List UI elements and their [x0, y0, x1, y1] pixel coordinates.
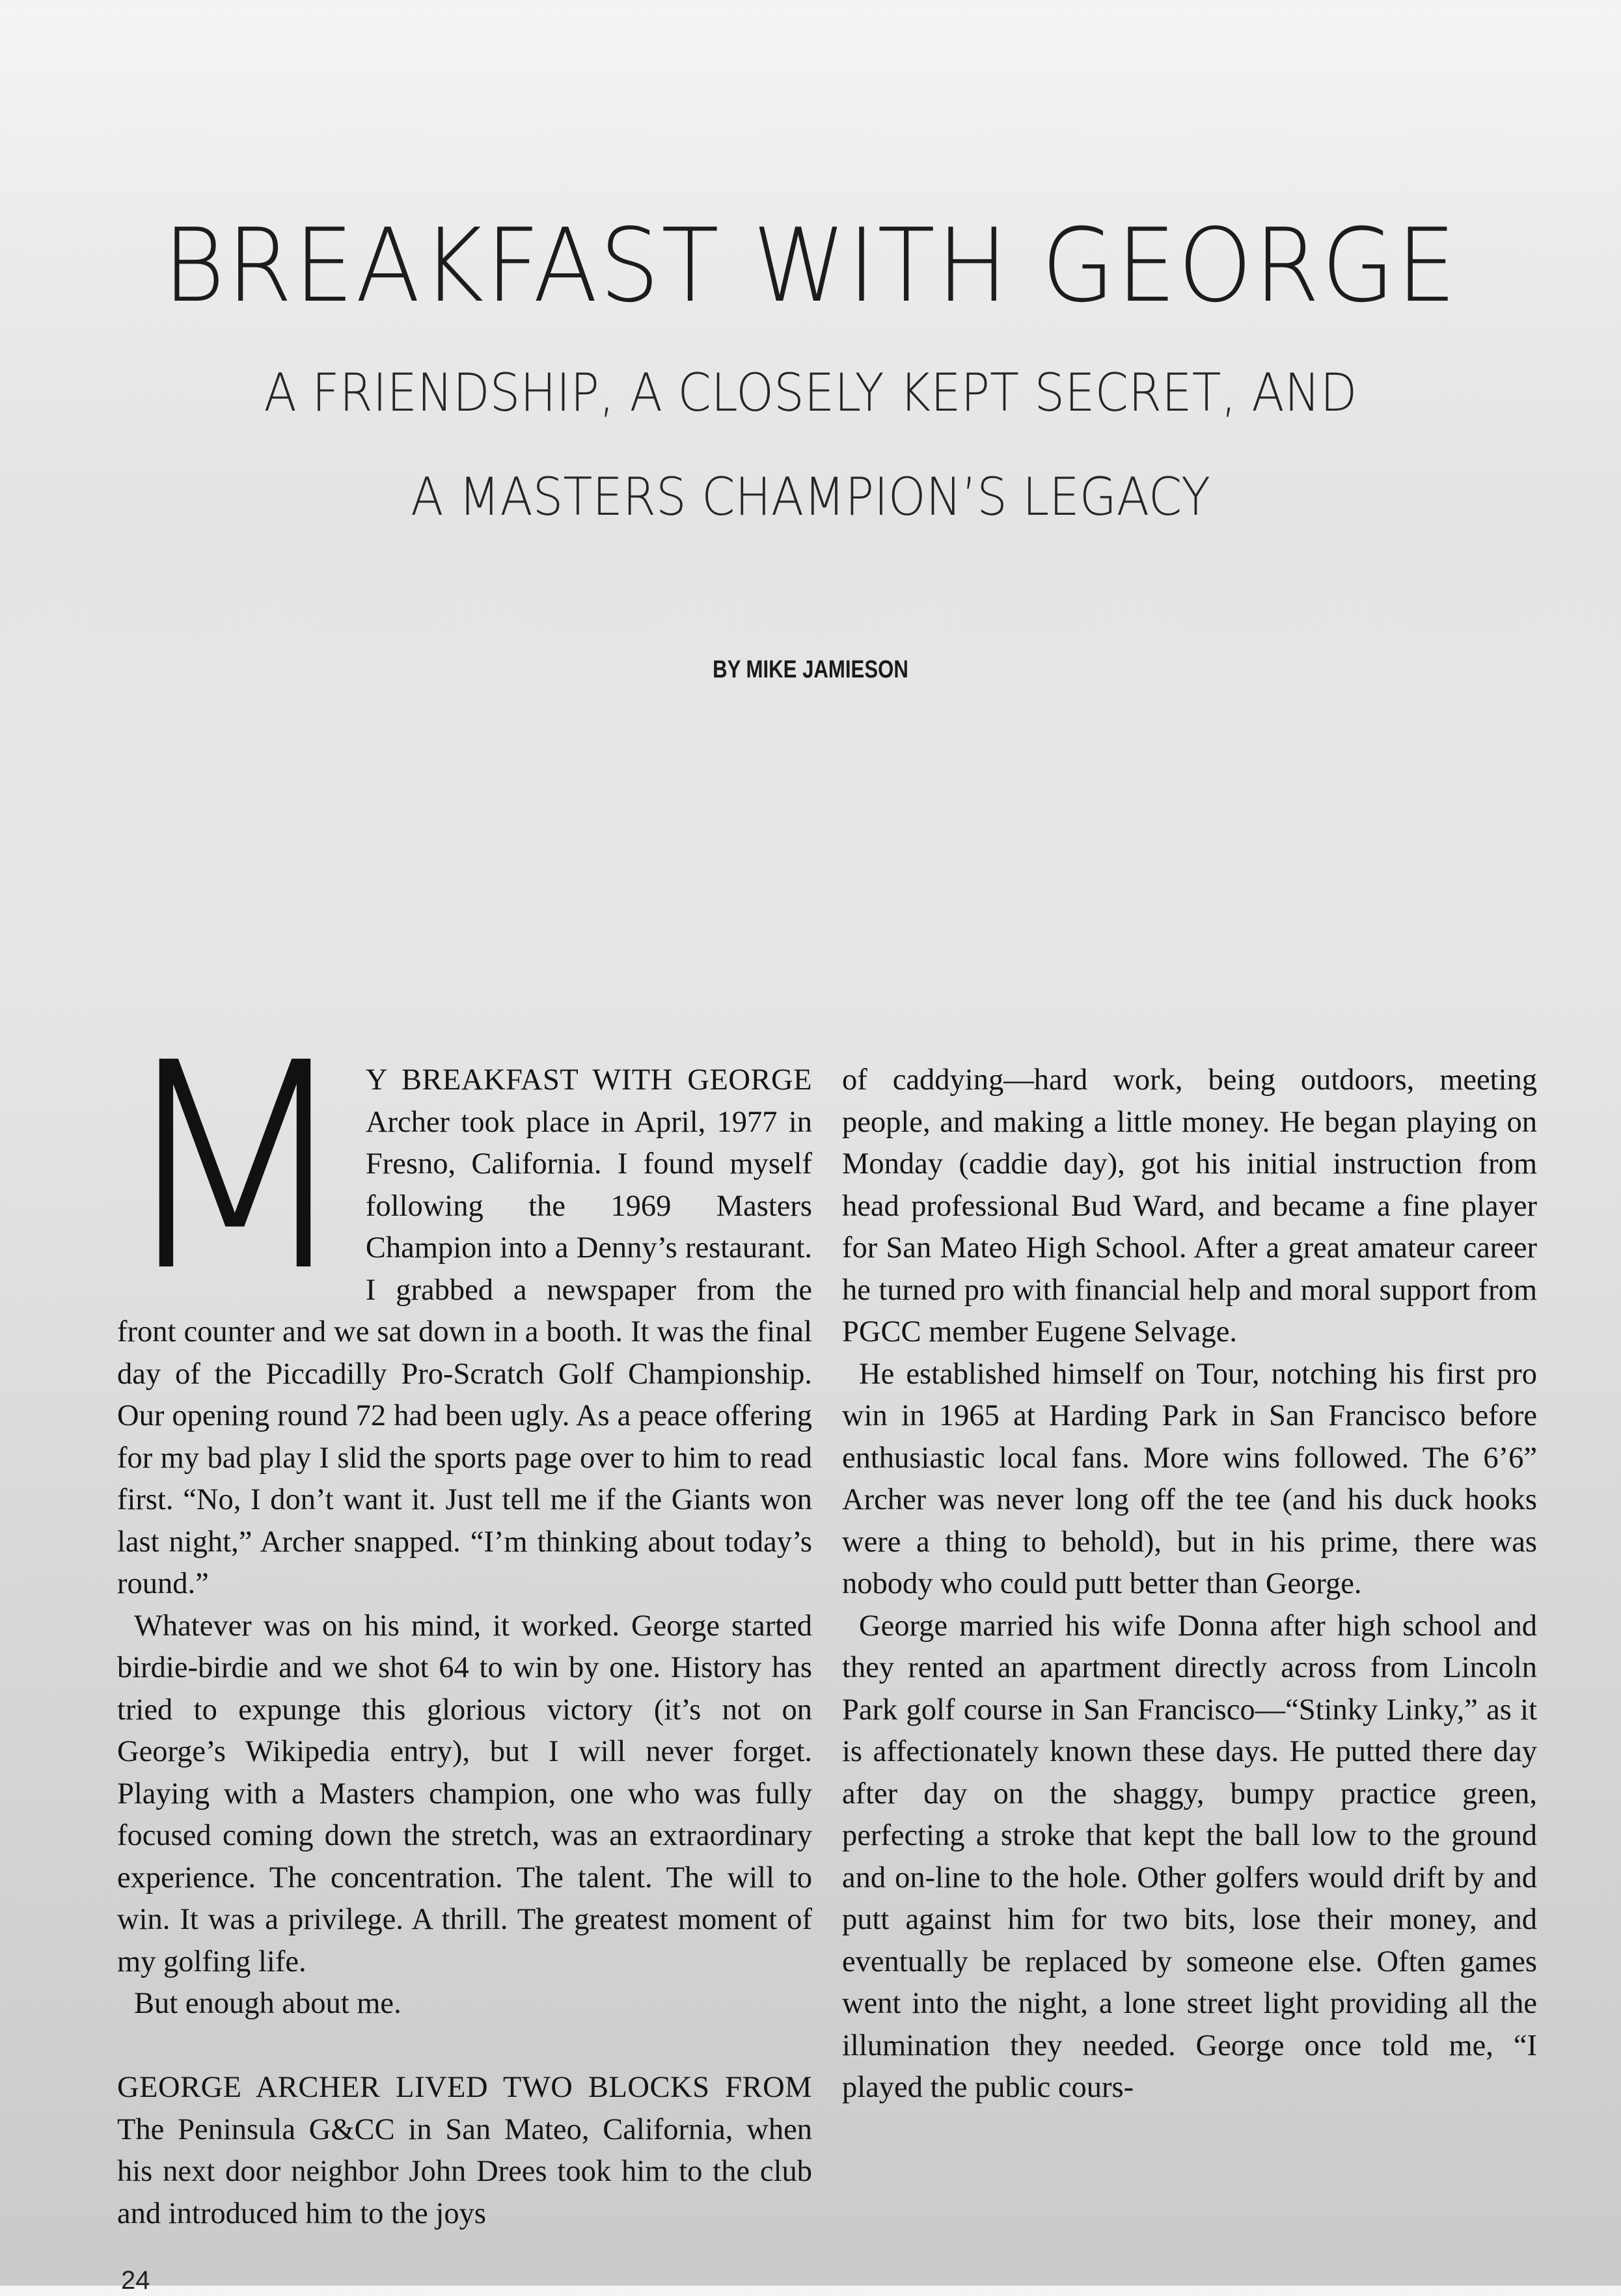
paragraph-4 — [117, 2067, 812, 2235]
left-column — [114, 1002, 812, 2235]
paragraph-7: George married his wife Donna after high school and they rented an apartment directly across from Lincoln Park golf course in San Francisco—“Stinky Linky,” as it is affectionately known these days. He putted there day after day on the shaggy, bumpy practice green, perfecting a stroke that kept the ball low to the ground and on-line to the hole. Other golfers would drift by and putt against him for two bits, lose their money, and eventually be replaced by someone else. Often games went into the night, a lone street light providing all the illumination they needed. George once told me, “I played the public cours- — [842, 1609, 1537, 2104]
paragraph-5: of caddying—hard work, being outdoors, meeting people, and making a little money. He began playing on Monday (caddie day), got his initial instruction from head professional Bud Ward, and became a fine player for San Mateo High School. After a great amateur career he turned pro with financial help and moral support from PGCC member Eugene Selvage. — [842, 1063, 1537, 1348]
paragraph-3: But enough about me. — [134, 1987, 402, 2020]
paragraph-4-text: The Peninsula G&CC in San Mateo, California, when his next door neighbor John Drees took him to the club and introduced him to the joys — [117, 2112, 812, 2230]
article-subtitle-line-1: A FRIENDSHIP, A CLOSELY KEPT SECRET, AND — [264, 362, 1357, 423]
paragraph-6: He established himself on Tour, notching his first pro win in 1965 at Harding Park in San Francisco before enthusiastic local fans. More wins followed. The 6’6” Archer was never long off the tee (and his duck hooks were a thing to behold), but in his prime, there was nobody who could putt better than George. — [842, 1357, 1537, 1600]
right-column — [842, 1059, 1537, 2109]
byline: BY MIKE JAMIESON — [713, 656, 908, 683]
drop-cap: M — [114, 1002, 356, 1334]
paragraph-1-text: Archer took place in April, 1977 in Fresno, California. I found myself following the 1969 Masters Champion into a Denny’s restaurant. I grabbed a newspaper from the front counter and we sat down in a booth. It was the final day of the Piccadilly Pro-Scratch Golf Championship. Our opening round 72 had been ugly. As a peace offering for my bad play I slid the sports page over to him to read first. “No, I don’t want it. Just tell me if the Giants won last night,” Archer snapped. “I’m thinking about today’s round.” — [117, 1105, 812, 1600]
lead-in-caps: Y BREAKFAST WITH GEORGE — [365, 1063, 812, 1097]
article-title: BREAKFAST WITH GEORGE — [163, 206, 1458, 325]
paragraph-2: Whatever was on his mind, it worked. George started birdie-birdie and we shot 64 to win by one. History has tried to expunge this glorious victory (it’s not on George’s Wikipedia entry), but I will never forget. Playing with a Masters champion, one who was fully focused coming down the stretch, was an extraordinary experience. The concentration. The talent. The will to win. It was a privilege. A thrill. The greatest moment of my golfing life. — [117, 1609, 812, 1978]
page-number: 24 — [121, 2266, 150, 2295]
paragraph-1 — [114, 1002, 812, 1606]
section-lead-in-caps: GEORGE ARCHER LIVED TWO BLOCKS FROM — [117, 2071, 812, 2104]
article-subtitle-line-2: A MASTERS CHAMPION’S LEGACY — [411, 467, 1210, 527]
